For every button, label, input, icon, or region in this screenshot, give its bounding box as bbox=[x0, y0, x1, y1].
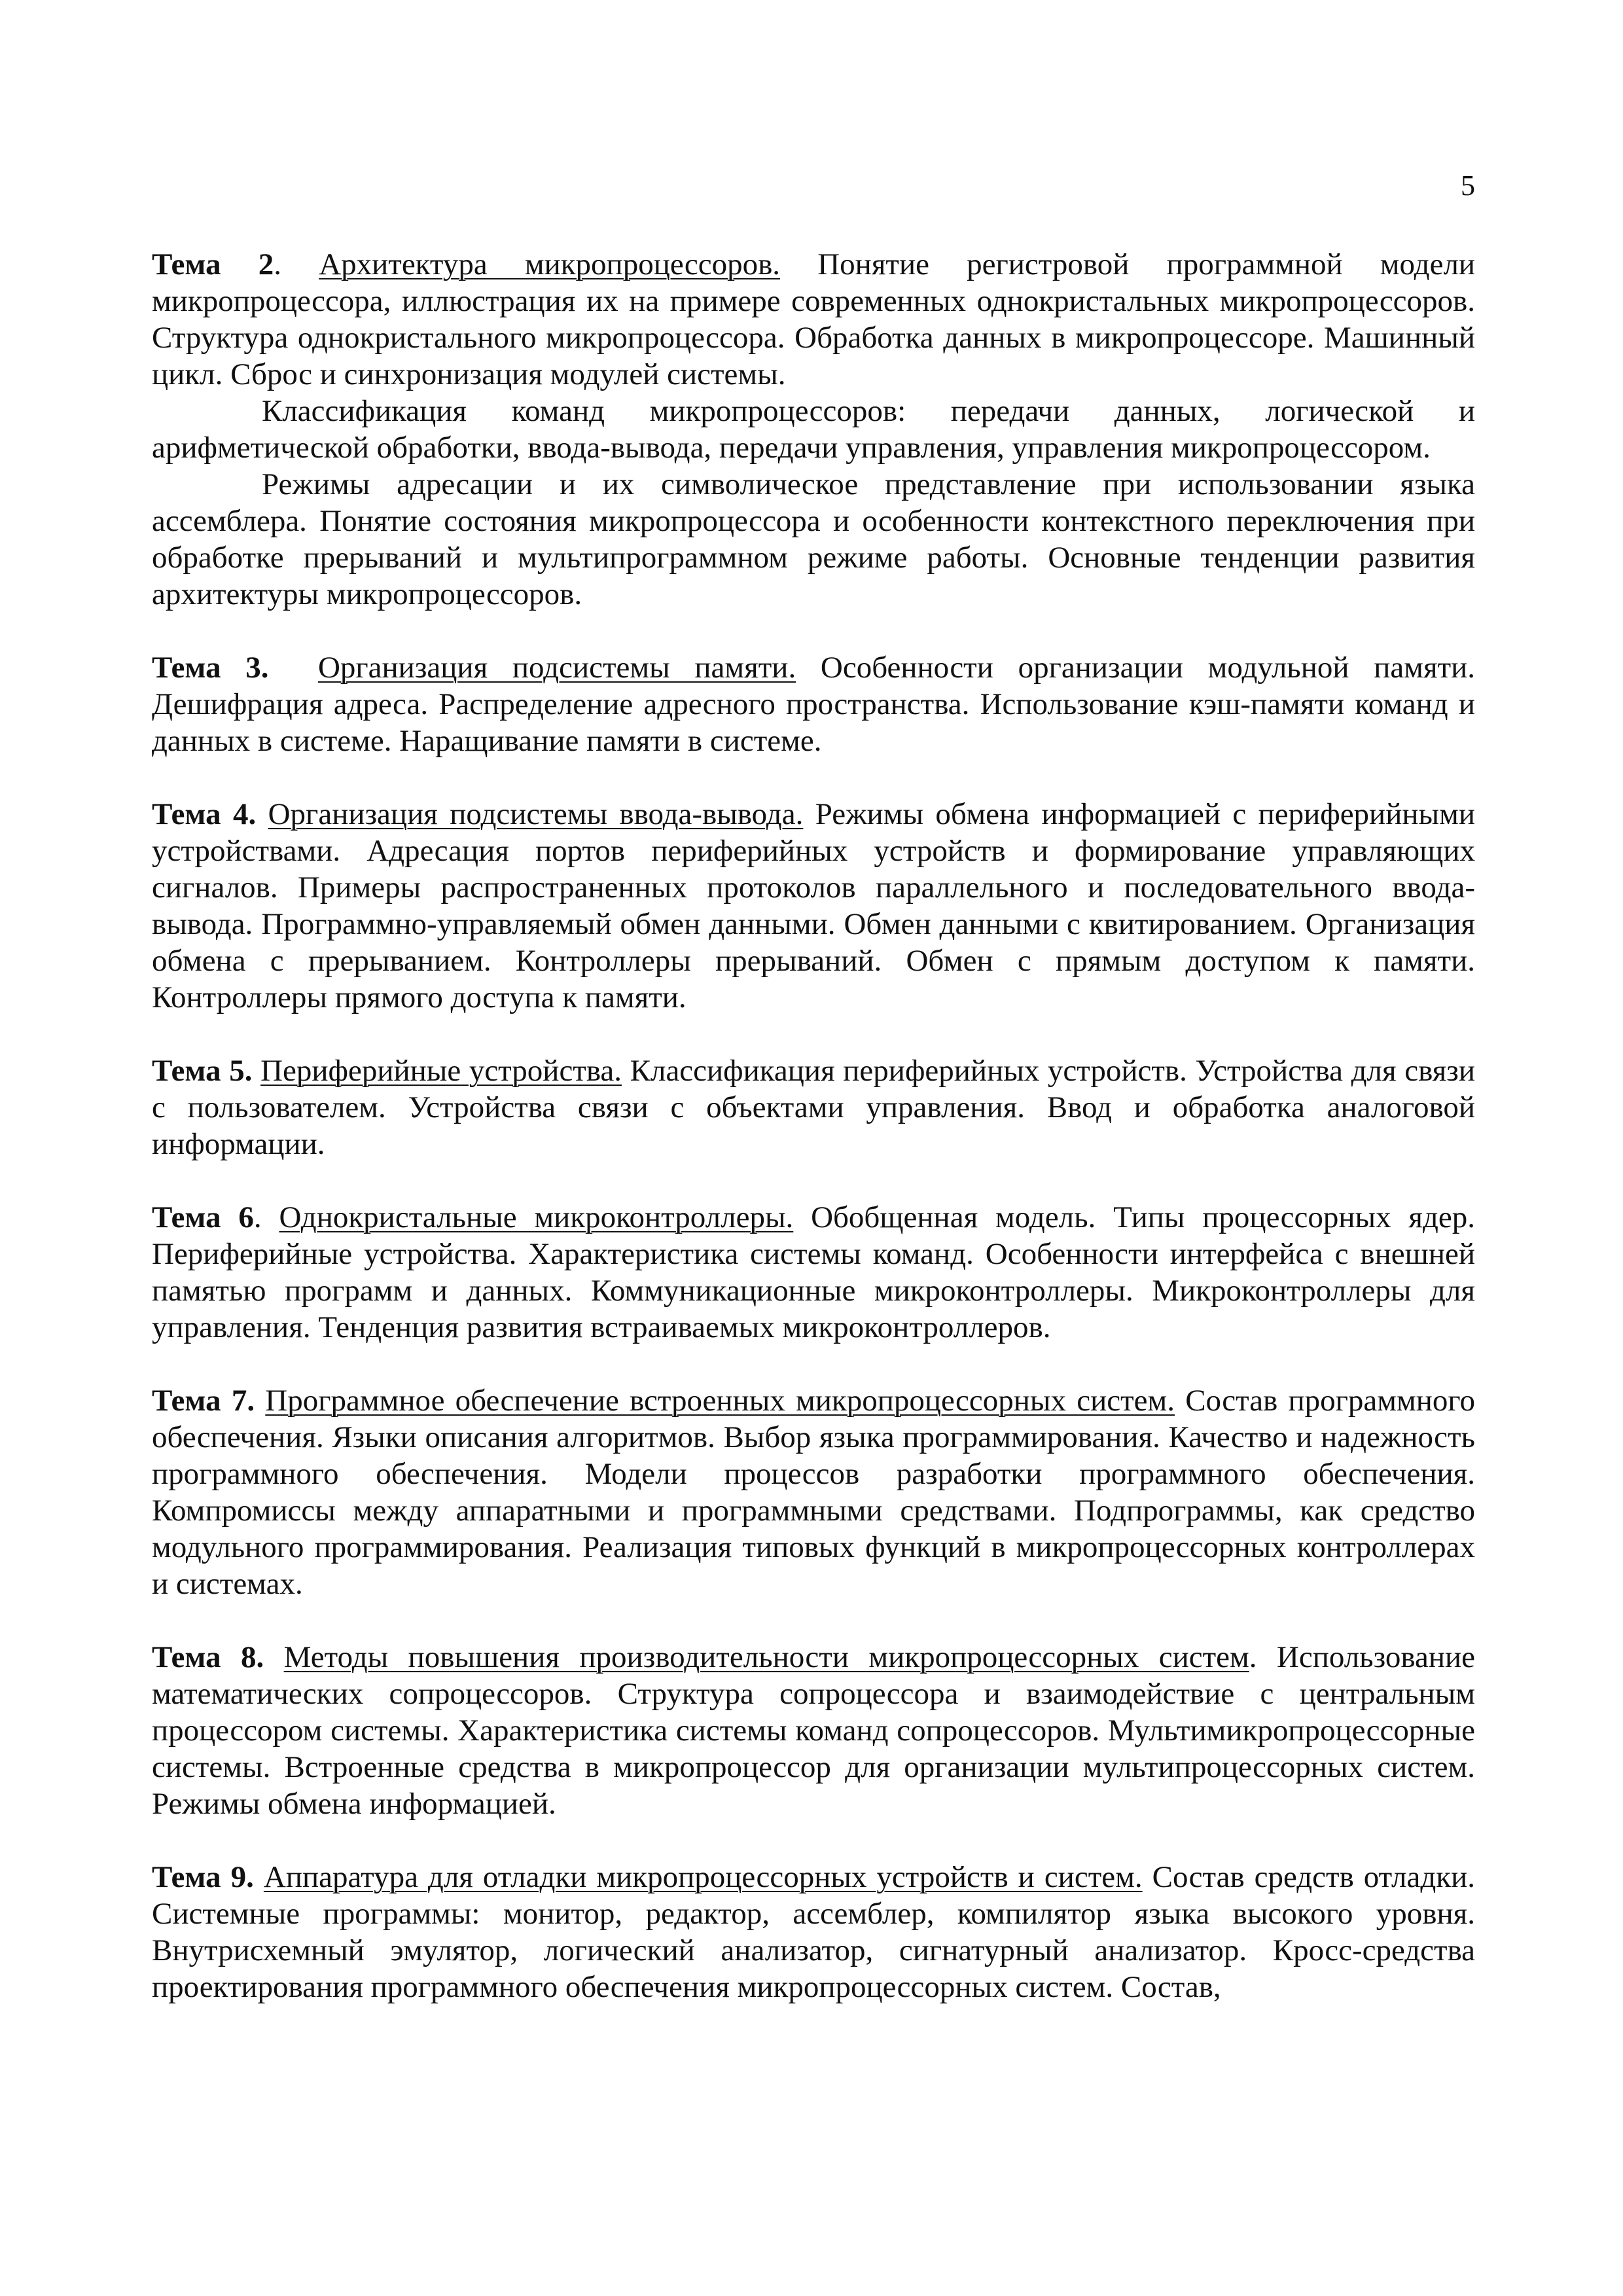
topic-6-section bbox=[152, 1199, 1475, 1346]
topic-5-section bbox=[152, 1052, 1475, 1162]
topic-text: Состав средств отладки. Системные программы: монитор, редактор, ассемблер, компилятор языка высокого уровня. Внутрисхемный эмулятор, логический анализатор, сигнатурный анализатор. Кросс-средства проектирования программного обеспечения микропроцессорных систем. Состав, bbox=[152, 1860, 1475, 2004]
topic-4-section bbox=[152, 796, 1475, 1016]
topic-label: Тема 9. bbox=[152, 1860, 254, 1894]
topic-label: Тема bbox=[152, 247, 221, 281]
topic-text: Обобщенная модель. Типы процессорных ядер. Периферийные устройства. Характеристика системы команд. Особенности интерфейса с внешней памятью программ и данных. Коммуникационные микроконтроллеры. Микроконтроллеры для управления. Тенденция развития встраиваемых микроконтроллеров. bbox=[152, 1200, 1475, 1344]
topic-label: Тема 4. bbox=[152, 797, 257, 831]
topic-text: Режимы обмена информацией с периферийными устройствами. Адресация портов периферийных устройств и формирование управляющих сигналов. Примеры распространенных протоколов параллельного и последовательного ввода-вывода. Программно-управляемый обмен данными. Обмен данными с квитированием. Организация обмена с прерыванием. Контроллеры прерываний. Обмен с прямым доступом к памяти. Контроллеры прямого доступа к памяти. bbox=[152, 797, 1475, 1014]
topic-title: Организация подсистемы ввода-вывода. bbox=[268, 797, 804, 831]
topic-title: Аппаратура для отладки микропроцессорных устройств и систем. bbox=[263, 1860, 1143, 1894]
topic-text: Понятие регистровой программной модели микропроцессора, иллюстрация их на примере современных однокристальных микропроцессоров. Структура однокристального микропроцессора. Обработка данных в микропроцессоре. Машинный цикл. Сброс и синхронизация модулей системы. bbox=[152, 247, 1476, 391]
topic-label: Тема 3. bbox=[152, 651, 269, 685]
topic-extra-paragraph: Классификация команд микропроцессоров: передачи данных, логической и арифметической обработки, ввода-вывода, передачи управления, управления микропроцессором. bbox=[152, 394, 1475, 465]
topic-title: Периферийные устройства. bbox=[260, 1054, 622, 1088]
topic-text: . Использование математических сопроцессоров. Структура сопроцессора и взаимодействие с центральным процессором системы. Характеристика системы команд сопроцессоров. Мультимикропроцессорные системы. Встроенные средства в микропроцессор для организации мультипроцессорных систем. Режимы обмена информацией. bbox=[152, 1640, 1476, 1821]
document-body bbox=[152, 246, 1475, 2042]
topic-title: Организация подсистемы памяти. bbox=[317, 651, 796, 685]
topic-label: Тема 8. bbox=[152, 1640, 264, 1674]
topic-label-punct: . bbox=[253, 1200, 262, 1234]
topic-8-section bbox=[152, 1639, 1475, 1822]
topic-3-section bbox=[152, 649, 1475, 759]
topic-9-section bbox=[152, 1859, 1475, 2005]
topic-paragraph bbox=[152, 796, 1475, 1016]
topic-paragraph bbox=[152, 1199, 1475, 1346]
topic-paragraph bbox=[152, 1382, 1475, 1602]
topic-text: Состав программного обеспечения. Языки описания алгоритмов. Выбор языка программирования. Качество и надежность программного обеспечения. Модели процессов разработки программного обеспечения. Компромиссы между аппаратными и программными средствами. Подпрограммы, как средство модульного программирования. Реализация типовых функций в микропроцессорных контроллерах и системах. bbox=[152, 1384, 1475, 1601]
topic-label-punct: . bbox=[274, 247, 282, 281]
topic-text: Классификация периферийных устройств. Устройства для связи с пользователем. Устройства связи с объектами управления. Ввод и обработка аналоговой информации. bbox=[152, 1054, 1475, 1161]
topic-label: Тема 6 bbox=[152, 1200, 254, 1234]
topic-label: Тема 7. bbox=[152, 1384, 255, 1418]
topic-paragraph bbox=[152, 1639, 1475, 1822]
topic-number: 2 bbox=[221, 247, 274, 281]
topic-title: Методы повышения производительности микропроцессорных систем bbox=[283, 1640, 1249, 1674]
topic-2-section bbox=[152, 246, 1475, 613]
topic-paragraph bbox=[152, 1859, 1475, 2005]
topic-7-section bbox=[152, 1382, 1475, 1602]
topic-paragraph bbox=[152, 246, 1475, 393]
topic-paragraph bbox=[152, 1052, 1475, 1162]
topic-label: Тема 5. bbox=[152, 1054, 253, 1088]
topic-title: Архитектура микропроцессоров. bbox=[319, 247, 781, 281]
topic-extra-paragraph: Режимы адресации и их символическое представление при использовании языка ассемблера. Понятие состояния микропроцессора и особенности контекстного переключения при обработке прерываний и мультипрограммном режиме работы. Основные тенденции развития архитектуры микропроцессоров. bbox=[152, 467, 1475, 611]
topic-title: Однокристальные микроконтроллеры. bbox=[279, 1200, 794, 1234]
topic-paragraph bbox=[152, 649, 1475, 759]
topic-text: Особенности организации модульной памяти. Дешифрация адреса. Распределение адресного пространства. Использование кэш-памяти команд и данных в системе. Наращивание памяти в системе. bbox=[152, 651, 1476, 758]
page-number: 5 bbox=[1461, 170, 1475, 202]
topic-title: Программное обеспечение встроенных микропроцессорных систем. bbox=[265, 1384, 1175, 1418]
